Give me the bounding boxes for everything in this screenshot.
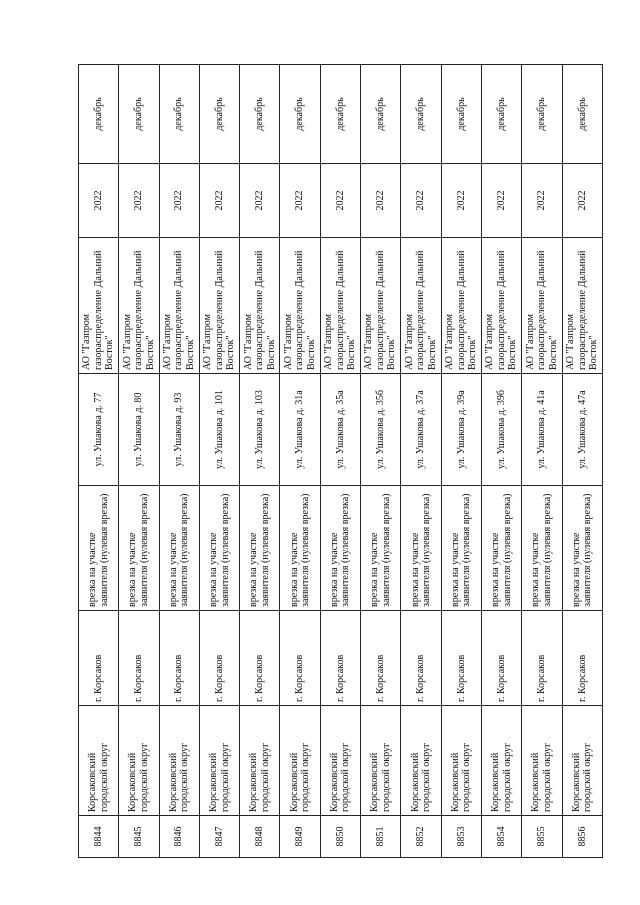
cell-organization: АО "Газпром газораспределение Дальний Восток": [240, 238, 280, 374]
cell-work-type: врезка на участке заявителя (нулевая врезка): [522, 486, 562, 611]
table-row: [361, 65, 401, 858]
cell-address: ул. Ушакова д. 37а: [401, 374, 441, 486]
cell-address: ул. Ушакова д. 31а: [280, 374, 320, 486]
cell-address: ул. Ушакова д. 101: [199, 374, 239, 486]
cell-organization: АО "Газпром газораспределение Дальний Восток": [280, 238, 320, 374]
cell-address: ул. Ушакова д. 47а: [562, 374, 602, 486]
table-row: [240, 65, 280, 858]
cell-address: ул. Ушакова д. 39б: [481, 374, 521, 486]
cell-city: г. Корсаков: [441, 611, 481, 706]
cell-organization: АО "Газпром газораспределение Дальний Восток": [562, 238, 602, 374]
cell-address: ул. Ушакова д. 39а: [441, 374, 481, 486]
cell-municipality: Корсаковский городской округ: [522, 706, 562, 816]
cell-city: г. Корсаков: [199, 611, 239, 706]
cell-row-number: 8851: [361, 816, 401, 858]
cell-address: ул. Ушакова д. 77: [79, 374, 119, 486]
cell-city: г. Корсаков: [79, 611, 119, 706]
cell-address: ул. Ушакова д. 80: [119, 374, 159, 486]
cell-address: ул. Ушакова д. 93: [159, 374, 199, 486]
cell-city: г. Корсаков: [481, 611, 521, 706]
table-row: [441, 65, 481, 858]
cell-municipality: Корсаковский городской округ: [481, 706, 521, 816]
cell-month: декабрь: [159, 65, 199, 164]
rotated-table-wrapper: [78, 65, 603, 858]
cell-city: г. Корсаков: [280, 611, 320, 706]
cell-month: декабрь: [361, 65, 401, 164]
cell-address: ул. Ушакова д. 35а: [320, 374, 360, 486]
cell-year: 2022: [159, 164, 199, 238]
cell-municipality: Корсаковский городской округ: [361, 706, 401, 816]
cell-year: 2022: [320, 164, 360, 238]
cell-organization: АО "Газпром газораспределение Дальний Восток": [522, 238, 562, 374]
cell-month: декабрь: [240, 65, 280, 164]
cell-row-number: 8855: [522, 816, 562, 858]
cell-work-type: врезка на участке заявителя (нулевая врезка): [441, 486, 481, 611]
cell-municipality: Корсаковский городской округ: [199, 706, 239, 816]
cell-work-type: врезка на участке заявителя (нулевая врезка): [320, 486, 360, 611]
table-body: [79, 65, 603, 858]
cell-row-number: 8846: [159, 816, 199, 858]
cell-row-number: 8850: [320, 816, 360, 858]
cell-city: г. Корсаков: [522, 611, 562, 706]
cell-organization: АО "Газпром газораспределение Дальний Восток": [199, 238, 239, 374]
cell-address: ул. Ушакова д. 103: [240, 374, 280, 486]
table-row: [320, 65, 360, 858]
cell-month: декабрь: [119, 65, 159, 164]
cell-month: декабрь: [320, 65, 360, 164]
cell-year: 2022: [361, 164, 401, 238]
cell-year: 2022: [522, 164, 562, 238]
cell-municipality: Корсаковский городской округ: [562, 706, 602, 816]
cell-row-number: 8853: [441, 816, 481, 858]
cell-organization: АО "Газпром газораспределение Дальний Восток": [441, 238, 481, 374]
cell-city: г. Корсаков: [401, 611, 441, 706]
cell-month: декабрь: [79, 65, 119, 164]
table-row: [119, 65, 159, 858]
cell-organization: АО "Газпром газораспределение Дальний Восток": [320, 238, 360, 374]
table-row: [401, 65, 441, 858]
cell-year: 2022: [481, 164, 521, 238]
cell-city: г. Корсаков: [119, 611, 159, 706]
cell-month: декабрь: [481, 65, 521, 164]
cell-city: г. Корсаков: [240, 611, 280, 706]
cell-work-type: врезка на участке заявителя (нулевая врезка): [199, 486, 239, 611]
cell-work-type: врезка на участке заявителя (нулевая врезка): [119, 486, 159, 611]
cell-work-type: врезка на участке заявителя (нулевая врезка): [562, 486, 602, 611]
cell-organization: АО "Газпром газораспределение Дальний Восток": [119, 238, 159, 374]
cell-municipality: Корсаковский городской округ: [401, 706, 441, 816]
cell-city: г. Корсаков: [361, 611, 401, 706]
cell-work-type: врезка на участке заявителя (нулевая врезка): [280, 486, 320, 611]
cell-work-type: врезка на участке заявителя (нулевая врезка): [401, 486, 441, 611]
cell-month: декабрь: [441, 65, 481, 164]
cell-year: 2022: [240, 164, 280, 238]
cell-city: г. Корсаков: [159, 611, 199, 706]
cell-work-type: врезка на участке заявителя (нулевая врезка): [481, 486, 521, 611]
table-row: [159, 65, 199, 858]
cell-year: 2022: [562, 164, 602, 238]
cell-organization: АО "Газпром газораспределение Дальний Восток": [401, 238, 441, 374]
cell-municipality: Корсаковский городской округ: [320, 706, 360, 816]
cell-municipality: Корсаковский городской округ: [119, 706, 159, 816]
cell-month: декабрь: [401, 65, 441, 164]
cell-work-type: врезка на участке заявителя (нулевая врезка): [159, 486, 199, 611]
cell-municipality: Корсаковский городской округ: [159, 706, 199, 816]
cell-row-number: 8847: [199, 816, 239, 858]
cell-row-number: 8852: [401, 816, 441, 858]
cell-organization: АО "Газпром газораспределение Дальний Восток": [481, 238, 521, 374]
table-row: [481, 65, 521, 858]
gas-connection-table: [78, 64, 603, 858]
cell-organization: АО "Газпром газораспределение Дальний Восток": [361, 238, 401, 374]
cell-municipality: Корсаковский городской округ: [280, 706, 320, 816]
cell-month: декабрь: [280, 65, 320, 164]
cell-municipality: Корсаковский городской округ: [79, 706, 119, 816]
cell-year: 2022: [280, 164, 320, 238]
cell-year: 2022: [441, 164, 481, 238]
cell-work-type: врезка на участке заявителя (нулевая врезка): [79, 486, 119, 611]
cell-row-number: 8845: [119, 816, 159, 858]
cell-city: г. Корсаков: [320, 611, 360, 706]
cell-municipality: Корсаковский городской округ: [441, 706, 481, 816]
cell-month: декабрь: [562, 65, 602, 164]
cell-month: декабрь: [199, 65, 239, 164]
table-row: [562, 65, 602, 858]
cell-work-type: врезка на участке заявителя (нулевая врезка): [240, 486, 280, 611]
cell-row-number: 8848: [240, 816, 280, 858]
cell-municipality: Корсаковский городской округ: [240, 706, 280, 816]
cell-organization: АО "Газпром газораспределение Дальний Восток": [79, 238, 119, 374]
cell-address: ул. Ушакова д. 41а: [522, 374, 562, 486]
table-row: [280, 65, 320, 858]
cell-year: 2022: [119, 164, 159, 238]
cell-row-number: 8844: [79, 816, 119, 858]
cell-year: 2022: [401, 164, 441, 238]
table-row: [199, 65, 239, 858]
table-row: [79, 65, 119, 858]
cell-row-number: 8854: [481, 816, 521, 858]
cell-year: 2022: [79, 164, 119, 238]
table-row: [522, 65, 562, 858]
cell-month: декабрь: [522, 65, 562, 164]
cell-address: ул. Ушакова д. 35б: [361, 374, 401, 486]
cell-year: 2022: [199, 164, 239, 238]
cell-city: г. Корсаков: [562, 611, 602, 706]
cell-row-number: 8849: [280, 816, 320, 858]
cell-work-type: врезка на участке заявителя (нулевая врезка): [361, 486, 401, 611]
cell-row-number: 8856: [562, 816, 602, 858]
cell-organization: АО "Газпром газораспределение Дальний Восток": [159, 238, 199, 374]
